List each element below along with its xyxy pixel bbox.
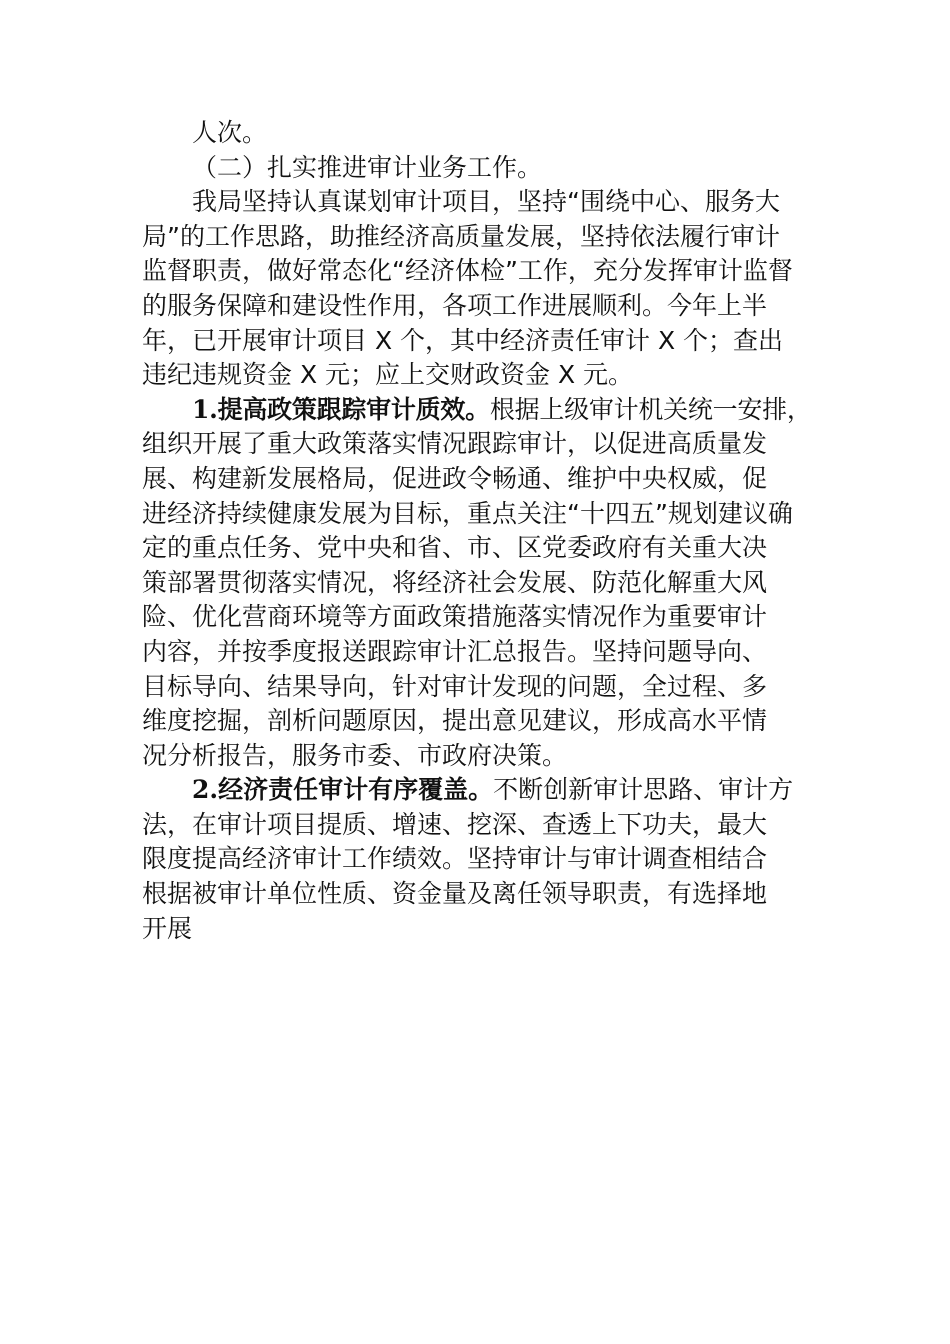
text-line: 年，已开展审计项目 X 个，其中经济责任审计 X 个；查出	[142, 325, 784, 355]
text-run: 根据上级审计机关统一安排，	[489, 394, 812, 424]
paragraph-heading: 2.经济责任审计有序覆盖。	[192, 775, 494, 805]
text-line: 维度挖掘，剖析问题原因，提出意见建议，形成高水平情	[142, 706, 768, 736]
text-line: 违纪违规资金 X 元；应上交财政资金 X 元。	[142, 360, 634, 390]
text-line: 人次。	[192, 118, 268, 147]
text-line: 限度提高经济审计工作绩效。坚持审计与审计调查相结合	[142, 844, 768, 874]
text-line: 法，在审计项目提质、增速、挖深、查透上下功夫，最大	[142, 809, 768, 839]
text-line: 策部署贯彻落实情况，将经济社会发展、防范化解重大风	[142, 567, 768, 597]
paragraph-heading: 1.提高政策跟踪审计质效。	[192, 394, 490, 424]
text-line: 目标导向、结果导向，针对审计发现的问题，全过程、多	[142, 671, 768, 701]
text-line: 的服务保障和建设性作用，各项工作进展顺利。今年上半	[142, 290, 768, 320]
text-line: 定的重点任务、党中央和省、市、区党委政府有关重大决	[142, 533, 768, 563]
text-run: 不断创新审计思路、审计方	[493, 775, 794, 805]
text-line: 险、优化营商环境等方面政策措施落实情况作为重要审计	[142, 602, 768, 632]
text-line: 根据被审计单位性质、资金量及离任领导职责，有选择地	[142, 879, 768, 909]
text-line: 开展	[142, 913, 193, 943]
text-line: 监督职责，做好常态化“经济体检”工作，充分发挥审计监督	[142, 256, 793, 286]
paragraph-start	[142, 773, 812, 808]
paragraph-start	[142, 393, 812, 428]
text-line: 况分析报告，服务市委、市政府决策。	[142, 740, 568, 770]
text-line: 我局坚持认真谋划审计项目，坚持“围绕中心、服务大	[192, 187, 780, 217]
document-body	[142, 116, 812, 946]
text-line: 进经济持续健康发展为目标，重点关注“十四五”规划建议确	[142, 498, 793, 528]
text-line: 组织开展了重大政策落实情况跟踪审计，以促进高质量发	[142, 429, 768, 459]
section-heading: （二）扎实推进审计业务工作。	[192, 152, 543, 182]
text-line: 展、构建新发展格局，促进政令畅通、维护中央权威，促	[142, 463, 768, 493]
text-line: 内容，并按季度报送跟踪审计汇总报告。坚持问题导向、	[142, 636, 768, 666]
text-line: 局”的工作思路，助推经济高质量发展，坚持依法履行审计	[142, 221, 780, 251]
